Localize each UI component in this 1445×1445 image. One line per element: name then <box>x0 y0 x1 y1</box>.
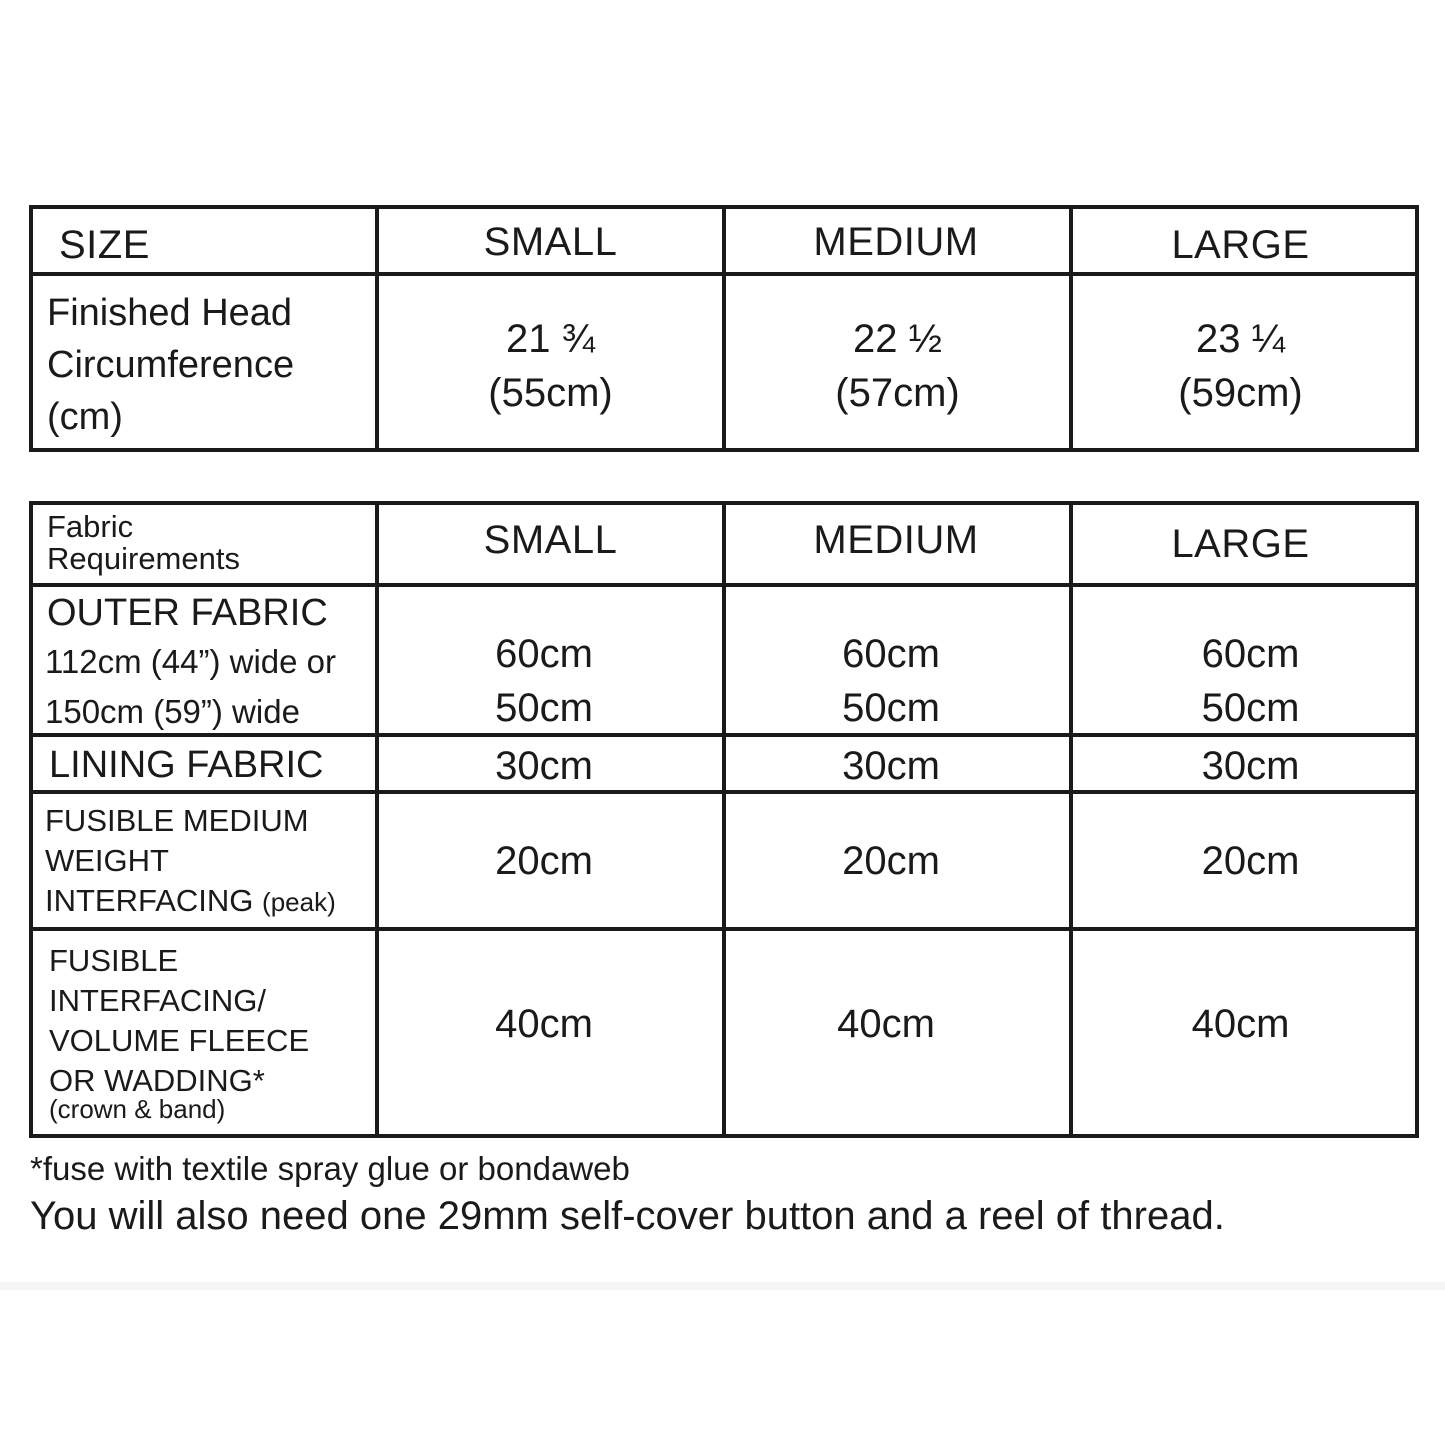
value-112cm: 60cm <box>842 632 940 676</box>
head-circumference-label <box>47 287 372 443</box>
bottom-divider <box>0 1282 1445 1290</box>
outer-fabric-title: OUTER FABRIC <box>47 592 328 634</box>
value-metric: (55cm) <box>488 371 613 415</box>
fusible-medium-medium: 20cm <box>842 839 940 883</box>
fabric-table <box>29 501 1419 1138</box>
head-circumference-label-line: Finished Head <box>47 292 293 334</box>
lining-fabric-label: LINING FABRIC <box>49 744 324 786</box>
size-table <box>29 205 1419 452</box>
fabric-header-large: LARGE <box>1171 521 1310 566</box>
outer-fabric-small <box>379 625 709 737</box>
fabric-header-medium: MEDIUM <box>813 517 979 562</box>
size-header-label: SIZE <box>59 223 150 267</box>
footnote: *fuse with textile spray glue or bondaweb <box>30 1150 630 1187</box>
outer-fabric-width-2: 150cm (59”) wide <box>45 693 300 730</box>
value-fraction: 23 ¼ <box>1196 317 1285 361</box>
head-circumference-label-line: Circumference <box>47 344 295 386</box>
fusible-medium-small: 20cm <box>495 839 593 883</box>
fusible-medium-line: WEIGHT <box>45 843 169 878</box>
head-circumference-label-line: (cm) <box>47 396 123 438</box>
fusible-fleece-line: INTERFACING/ <box>49 983 267 1018</box>
lining-fabric-small: 30cm <box>495 744 593 788</box>
value-150cm: 50cm <box>842 686 940 730</box>
fusible-medium-line: FUSIBLE MEDIUM <box>45 803 309 838</box>
value-fraction: 22 ½ <box>853 317 942 361</box>
outer-fabric-large <box>1073 625 1428 737</box>
fusible-medium-note: (peak) <box>262 887 336 917</box>
head-circumference-medium <box>726 311 1069 421</box>
fabric-header-label <box>47 511 240 575</box>
fusible-medium-large: 20cm <box>1201 839 1300 883</box>
fusible-fleece-line: FUSIBLE <box>49 943 179 978</box>
fusible-fleece-medium: 40cm <box>837 1002 935 1046</box>
fusible-medium-line <box>45 881 379 922</box>
value-metric: (59cm) <box>1178 371 1303 415</box>
fusible-fleece-large: 40cm <box>1191 1002 1290 1046</box>
size-header-medium: MEDIUM <box>813 219 979 264</box>
fusible-fleece-label <box>49 941 375 1123</box>
head-circumference-large <box>1073 311 1408 421</box>
value-112cm: 60cm <box>495 632 593 676</box>
fabric-header-label-line: Fabric <box>47 509 134 544</box>
outer-fabric-label <box>45 589 375 737</box>
outer-fabric-medium <box>726 625 1056 737</box>
value-metric: (57cm) <box>835 371 960 415</box>
fusible-medium-label <box>45 801 379 922</box>
fusible-fleece-line: OR WADDING* <box>49 1063 265 1098</box>
fusible-fleece-note: (crown & band) <box>49 1094 226 1124</box>
value-150cm: 50cm <box>495 686 593 730</box>
fusible-fleece-line: VOLUME FLEECE <box>49 1023 310 1058</box>
fabric-header-small: SMALL <box>483 517 618 562</box>
extra-supplies-note: You will also need one 29mm self-cover button and a reel of thread. <box>30 1194 1225 1238</box>
lining-fabric-large: 30cm <box>1201 744 1300 788</box>
size-header-small: SMALL <box>483 219 618 264</box>
value-150cm: 50cm <box>1201 686 1300 730</box>
outer-fabric-width-1: 112cm (44”) wide or <box>45 643 336 680</box>
value-112cm: 60cm <box>1201 632 1300 676</box>
lining-fabric-medium: 30cm <box>842 744 940 788</box>
value-fraction: 21 ¾ <box>506 317 595 361</box>
size-header-large: LARGE <box>1171 222 1310 267</box>
head-circumference-small <box>379 311 722 421</box>
fusible-medium-line-text: INTERFACING <box>45 883 254 918</box>
fusible-fleece-small: 40cm <box>495 1002 593 1046</box>
fabric-header-label-line: Requirements <box>47 541 240 576</box>
